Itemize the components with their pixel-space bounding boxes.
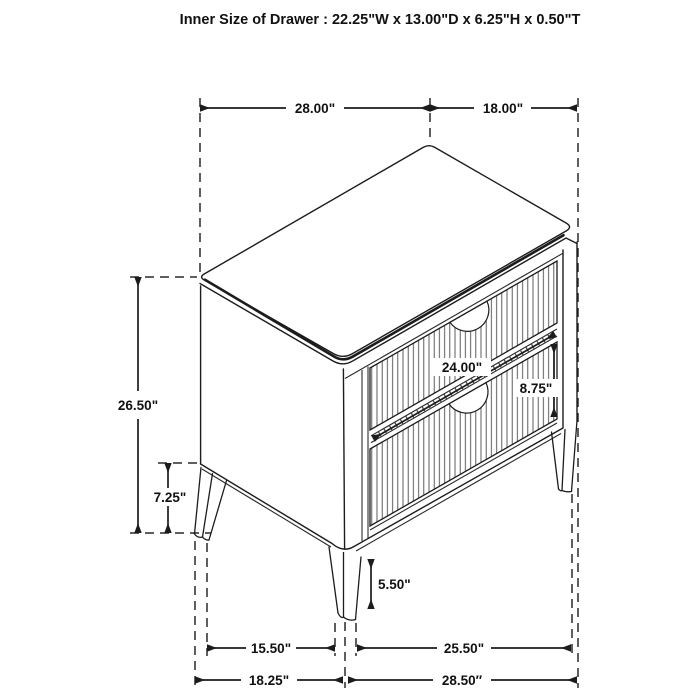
dim-label-drawer-width: 24.00" xyxy=(441,360,483,375)
front-leg xyxy=(329,547,361,620)
dim-label-front-leg-height: 5.50" xyxy=(378,577,411,592)
dim-label-side-leg-span: 25.50" xyxy=(443,641,485,656)
right-leg xyxy=(552,421,578,492)
dim-label-base-depth: 28.50″ xyxy=(441,673,483,688)
dim-label-top-width: 28.00" xyxy=(294,101,336,116)
dim-label-side-leg-height: 7.25" xyxy=(153,490,187,505)
dim-label-base-width: 18.25" xyxy=(248,673,290,688)
left-leg xyxy=(195,468,227,541)
dim-label-top-depth: 18.00" xyxy=(482,101,524,116)
dim-label-front-leg-span: 15.50" xyxy=(250,641,292,656)
dim-label-drawer-height: 8.75" xyxy=(519,381,553,396)
diagram-title: Inner Size of Drawer : 22.25"W x 13.00"D x 6.25"H x 0.50"T xyxy=(179,12,581,28)
dim-label-overall-height: 26.50" xyxy=(117,398,159,413)
